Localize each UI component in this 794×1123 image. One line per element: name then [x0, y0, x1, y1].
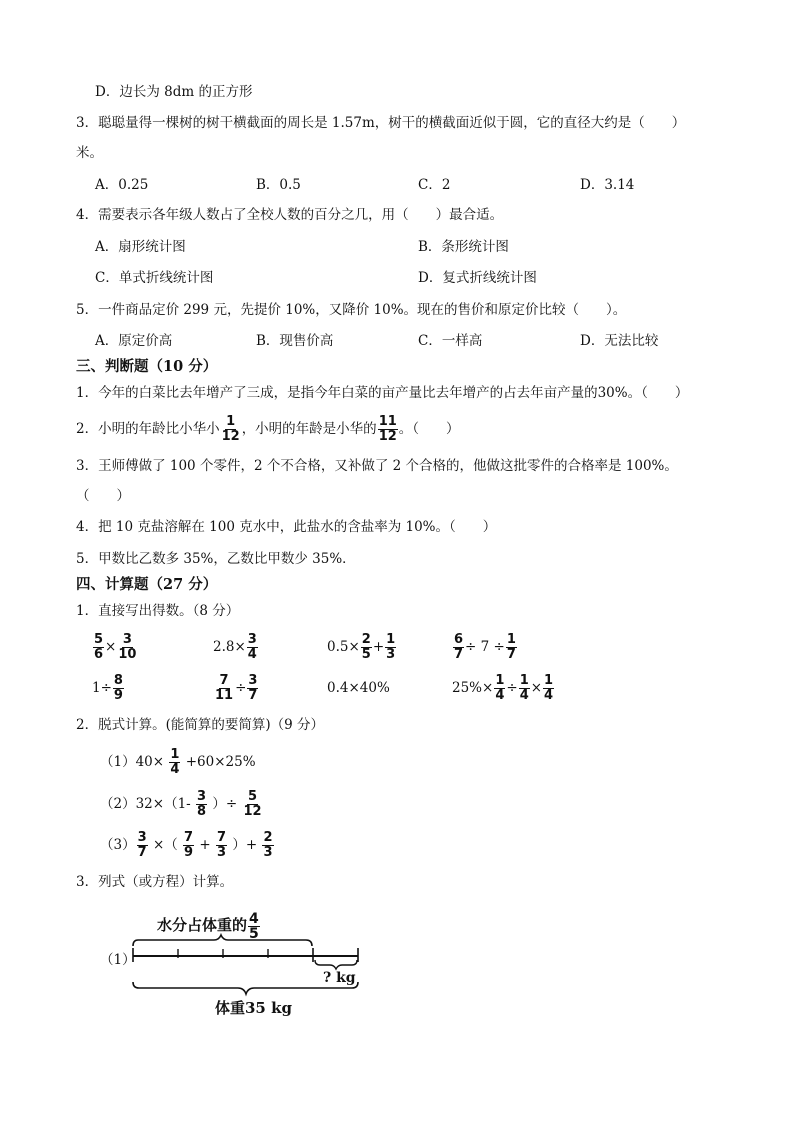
judge-q3: 3．王师傅做了 100 个零件，2 个不合格，又补做了 2 个合格的，他做这批零件的合格率是 100%。 [76, 458, 678, 474]
judge-q1: 1．今年的白菜比去年增产了三成，是指今年白菜的亩产量比去年增产的占去年亩产量的30%。（ ） [76, 385, 689, 401]
q3-option-d: D．3.14 [580, 177, 635, 193]
q3-text: 3．聪聪量得一棵树的树干横截面的周长是 1.57m，树干的横截面近似于圆，它的直径大约是（ ） [76, 115, 686, 131]
calc-part1-title: 1．直接写出得数。（8 分） [76, 603, 240, 619]
fraction: $\frac{5}{6}$ [94, 632, 104, 662]
fraction: $\frac{3}{7}$ [137, 830, 147, 860]
judge-q4: 4．把 10 克盐溶解在 100 克水中，此盐水的含盐率为 10%。（ ） [76, 519, 497, 535]
fraction: $\frac{1}{4}$ [495, 673, 505, 703]
fraction: $\frac{1}{4}$ [544, 673, 554, 703]
fraction: $\frac{7}{3}$ [217, 830, 227, 860]
calc-r2-a: 1÷ $\frac{8}{9}$ [92, 673, 123, 703]
calc-part3-title: 3．列式（或方程）计算。 [76, 874, 234, 890]
fraction: $\frac{1}{3}$ [386, 632, 396, 662]
q3-option-b: B．0.5 [256, 177, 301, 193]
q3-option-a: A．0.25 [95, 177, 149, 193]
diagram-index-label: （1） [100, 952, 136, 968]
q3-continuation: 米。 [76, 145, 103, 161]
section-judge-title: 三、判断题（10 分） [76, 358, 218, 375]
fraction: $\frac{5}{12}$ [243, 789, 262, 819]
fraction: $\frac{7}{11}$ [215, 673, 234, 703]
fraction: $\frac{3}{10}$ [118, 632, 137, 662]
fraction: $\frac{8}{9}$ [113, 673, 123, 703]
calc-expr-2: （2）32×（1- $\frac{3}{8}$ ）÷ $\frac{5}{12}$ [100, 789, 262, 819]
calc-r1-a: $\frac{5}{6}$ × $\frac{3}{10}$ [94, 632, 137, 662]
calc-r1-c: 0.5× $\frac{2}{5}$ + $\frac{1}{3}$ [327, 632, 396, 662]
q5-option-a: A．原定价高 [95, 333, 173, 349]
q4-option-a: A．扇形统计图 [95, 239, 186, 255]
section-calc-title: 四、计算题（27 分） [76, 576, 218, 593]
fraction: $\frac{6}{7}$ [454, 632, 464, 662]
q4-option-d: D．复式折线统计图 [418, 270, 537, 286]
calc-part2-title: 2．脱式计算。(能简算的要简算)（9 分） [76, 717, 325, 733]
fraction: $\frac{1}{12}$ [221, 414, 240, 444]
q4-option-b: B．条形统计图 [418, 239, 509, 255]
q2-option-d: D．边长为 8dm 的正方形 [95, 84, 253, 100]
calc-r2-c: 0.4×40% [327, 680, 390, 696]
top-brace [133, 935, 312, 946]
fraction: $\frac{3}{7}$ [248, 673, 258, 703]
judge-q5: 5．甲数比乙数多 35%，乙数比甲数少 35%． [76, 551, 356, 567]
diagram-unknown-label: ? kg [323, 970, 356, 986]
q5-option-b: B．现售价高 [256, 333, 334, 349]
fraction: $\frac{11}{12}$ [378, 414, 397, 444]
fraction: $\frac{2}{5}$ [361, 632, 371, 662]
calc-r2-b: $\frac{7}{11}$ ÷ $\frac{3}{7}$ [215, 673, 258, 703]
calc-expr-1: （1）40× $\frac{1}{4}$ +60×25% [100, 747, 256, 777]
fraction: $\frac{1}{7}$ [506, 632, 516, 662]
calc-r2-d: 25%× $\frac{1}{4}$ ÷ $\frac{1}{4}$ × $\frac{1}{4}$ [452, 673, 554, 703]
q5-text: 5．一件商品定价 299 元，先提价 10%，又降价 10%。现在的售价和原定价比较（ ）。 [76, 302, 627, 318]
calc-r1-b: 2.8× $\frac{3}{4}$ [213, 632, 257, 662]
fraction: $\frac{4}{5}$ [249, 910, 259, 942]
judge-q2: 2．小明的年龄比小华小 $\frac{1}{12}$ ，小明的年龄是小华的 $\frac{11}{12}$ 。（ ） [76, 414, 460, 444]
calc-expr-3: （3） $\frac{3}{7}$ ×（ $\frac{7}{9}$ + $\frac{7}{3}$ ）+ $\frac{2}{3}$ [100, 830, 273, 860]
q5-option-d: D．无法比较 [580, 333, 659, 349]
q5-option-c: C．一样高 [418, 333, 483, 349]
fraction: $\frac{3}{4}$ [247, 632, 257, 662]
q4-text: 4．需要表示各年级人数占了全校人数的百分之几，用（ ）最合适。 [76, 207, 504, 223]
judge-q3-paren: （ ） [76, 488, 130, 504]
diagram-top-label: 水分占体重的 $\frac{4}{5}$ [157, 910, 259, 942]
fraction: $\frac{1}{4}$ [519, 673, 529, 703]
fraction: $\frac{7}{9}$ [184, 830, 194, 860]
q3-option-c: C．2 [418, 177, 451, 193]
fraction: $\frac{1}{4}$ [170, 747, 180, 777]
fraction: $\frac{3}{8}$ [197, 789, 207, 819]
q4-option-c: C．单式折线统计图 [95, 270, 214, 286]
diagram-bottom-label: 体重35 kg [215, 999, 292, 1017]
calc-r1-d: $\frac{6}{7}$ ÷ 7 ÷ $\frac{1}{7}$ [454, 632, 516, 662]
fraction: $\frac{2}{3}$ [263, 830, 273, 860]
